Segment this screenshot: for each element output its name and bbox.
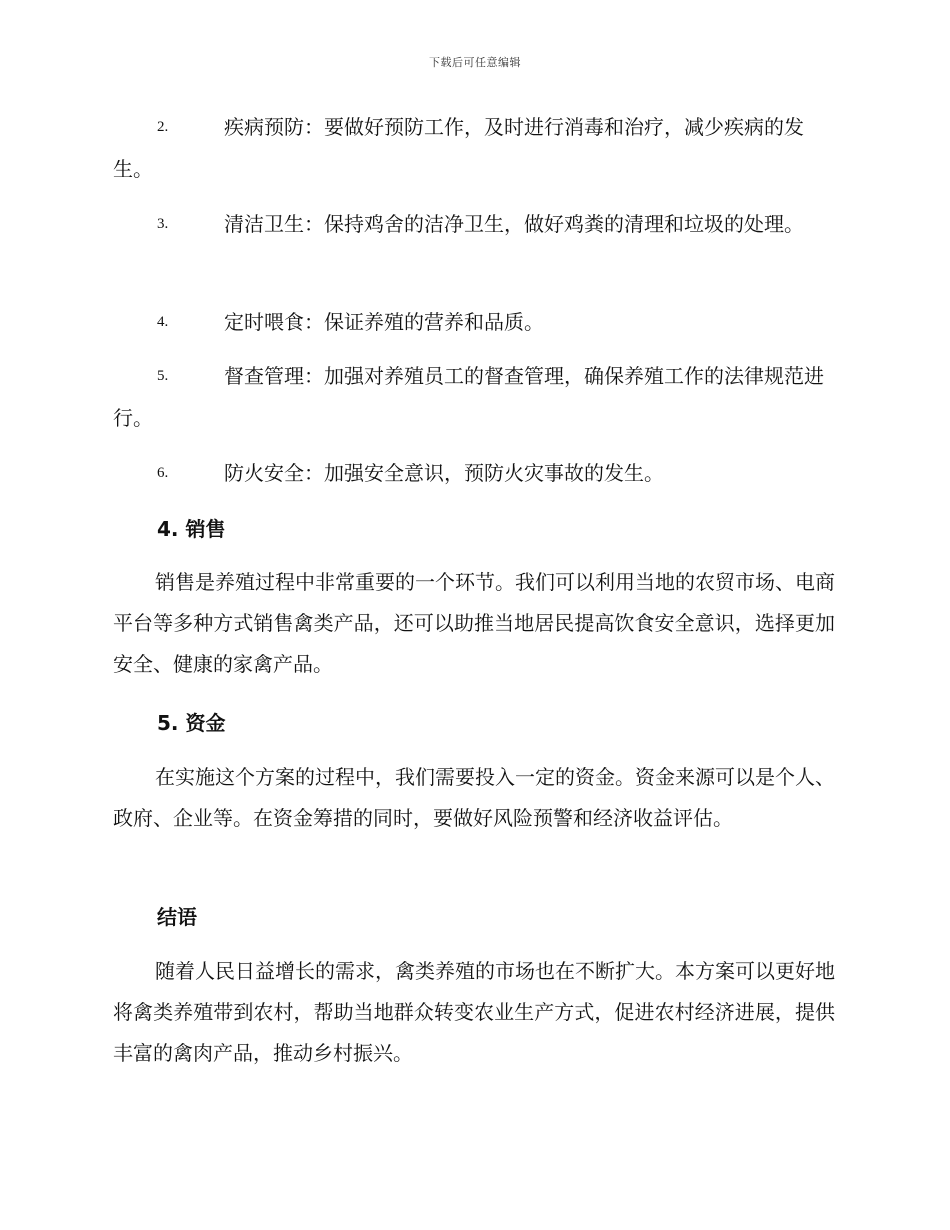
list-item-text: 防火安全：加强安全意识，预防火灾事故的发生。 <box>224 461 664 485</box>
section-heading: 4. 销售 <box>157 517 226 541</box>
list-item-number: 2. <box>157 119 169 135</box>
list-item <box>113 452 835 494</box>
list-item <box>113 355 835 439</box>
page-header: 下载后可任意编辑 <box>429 56 521 69</box>
list-item-text: 定时喂食：保证养殖的营养和品质。 <box>224 310 544 334</box>
list-item-text: 疾病预防：要做好预防工作，及时进行消毒和治疗，减少疾病的发生。 <box>113 115 804 181</box>
section-paragraph: 在实施这个方案的过程中，我们需要投入一定的资金。资金来源可以是个人、政府、企业等。在资金筹措的同时，要做好风险预警和经济收益评估。 <box>113 765 835 830</box>
list-item-number: 4. <box>157 314 169 330</box>
list-item-number: 3. <box>157 216 169 232</box>
list-item <box>113 203 835 245</box>
list-item <box>113 106 835 190</box>
list-item-number: 6. <box>157 465 169 481</box>
section-paragraph: 随着人民日益增长的需求，禽类养殖的市场也在不断扩大。本方案可以更好地将禽类养殖带到农村，帮助当地群众转变农业生产方式，促进农村经济进展，提供丰富的禽肉产品，推动乡村振兴。 <box>113 959 835 1065</box>
section-paragraph: 销售是养殖过程中非常重要的一个环节。我们可以利用当地的农贸市场、电商平台等多种方式销售禽类产品，还可以助推当地居民提高饮食安全意识，选择更加安全、健康的家禽产品。 <box>113 570 835 676</box>
section-heading: 结语 <box>157 905 197 929</box>
section-heading: 5. 资金 <box>157 711 226 735</box>
list-item-text: 督查管理：加强对养殖员工的督查管理，确保养殖工作的法律规范进行。 <box>113 364 824 430</box>
list-item-number: 5. <box>157 368 169 384</box>
list-item-text: 清洁卫生：保持鸡舍的洁净卫生，做好鸡粪的清理和垃圾的处理。 <box>224 212 804 236</box>
list-item <box>113 301 835 343</box>
